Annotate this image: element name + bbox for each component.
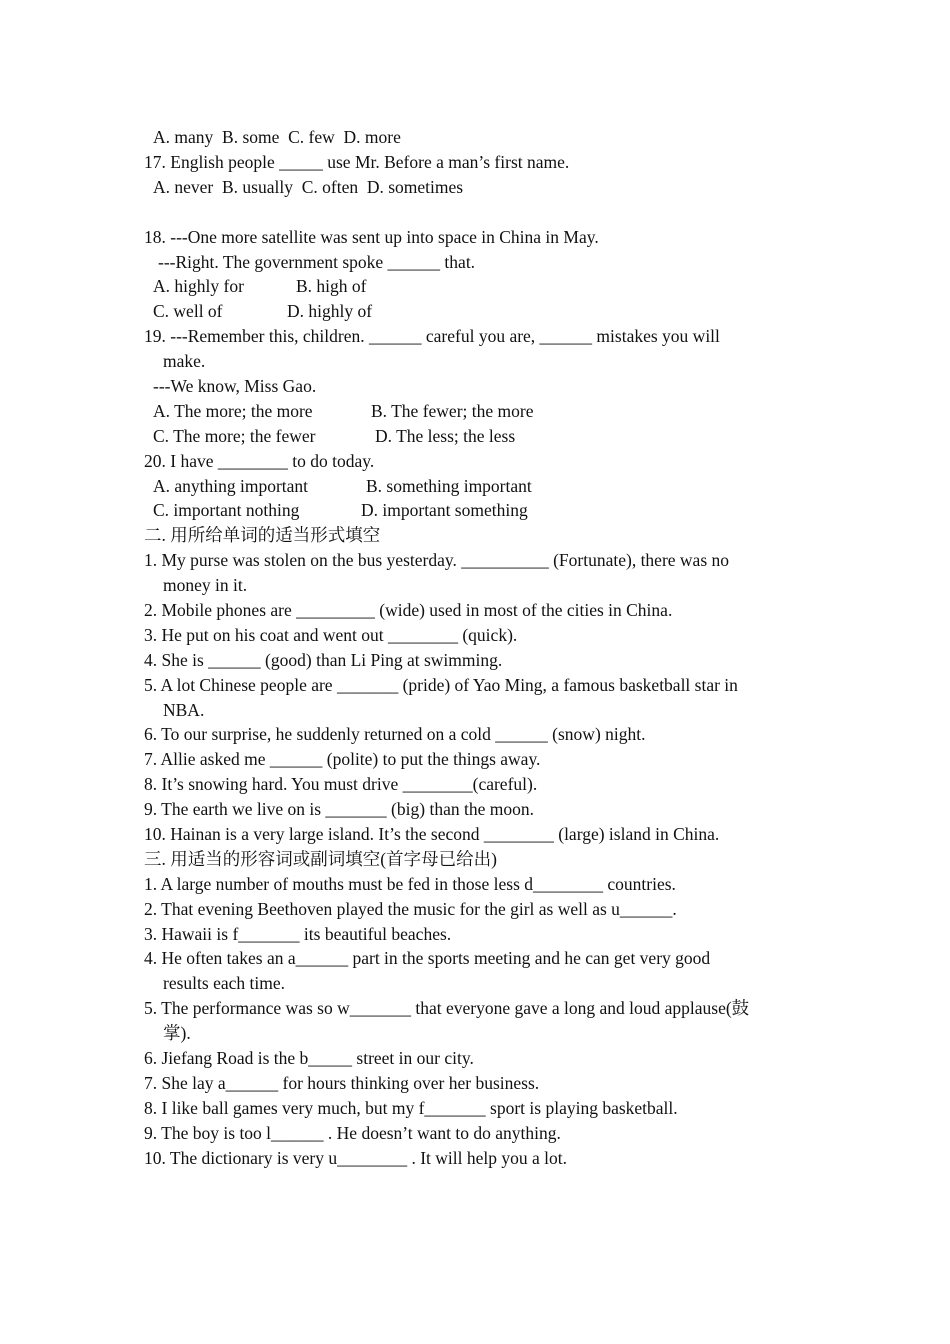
section2-item: 6. To our surprise, he suddenly returned on a cold ______ (snow) night. [144,724,646,744]
section3-item: 10. The dictionary is very u________ . It will help you a lot. [144,1148,568,1168]
q19-line1: 19. ---Remember this, children. ______ careful you are, ______ mistakes you will [144,326,720,346]
q20-stem: 20. I have ________ to do today. [144,451,375,471]
section3-item: 2. That evening Beethoven played the music for the girl as well as u______. [144,899,677,919]
section2-item: 4. She is ______ (good) than Li Ping at swimming. [144,650,503,670]
section3-item: 9. The boy is too l______ . He doesn’t want to do anything. [144,1123,561,1143]
q20-option-b: B. something important [366,476,532,496]
q16-options: A. many B. some C. few D. more [153,127,401,147]
q18-line2: ---Right. The government spoke ______ that. [158,252,476,272]
section3-item: 1. A large number of mouths must be fed in those less d________ countries. [144,874,676,894]
q18-option-a: A. highly for [153,276,244,296]
section3-item-continued: 掌). [163,1023,191,1043]
q18-option-c: C. well of [153,301,223,321]
q19-line1-continued: make. [163,351,206,371]
section2-item: 9. The earth we live on is _______ (big) than the moon. [144,799,534,819]
section3-item: 3. Hawaii is f_______ its beautiful beaches. [144,924,452,944]
q17-options: A. never B. usually C. often D. sometimes [153,177,464,197]
section3-item: 7. She lay a______ for hours thinking over her business. [144,1073,540,1093]
section3-item: 5. The performance was so w_______ that everyone gave a long and loud applause(鼓 [144,998,750,1018]
section2-item-continued: money in it. [163,575,248,595]
q18-line1: 18. ---One more satellite was sent up into space in China in May. [144,227,599,247]
q19-option-c: C. The more; the fewer [153,426,316,446]
q18-option-b: B. high of [296,276,367,296]
section2-item-continued: NBA. [163,700,205,720]
q17-stem: 17. English people _____ use Mr. Before a man’s first name. [144,152,570,172]
section3-item: 8. I like ball games very much, but my f_______ sport is playing basketball. [144,1098,678,1118]
q19-option-a: A. The more; the more [153,401,313,421]
section2-item: 2. Mobile phones are _________ (wide) used in most of the cities in China. [144,600,673,620]
q20-option-c: C. important nothing [153,500,300,520]
section2-item: 10. Hainan is a very large island. It’s the second ________ (large) island in China. [144,824,720,844]
q18-option-d: D. highly of [287,301,373,321]
q19-option-d: D. The less; the less [375,426,516,446]
section2-item: 1. My purse was stolen on the bus yesterday. __________ (Fortunate), there was no [144,550,730,570]
q20-option-d: D. important something [361,500,528,520]
section3-item: 6. Jiefang Road is the b_____ street in our city. [144,1048,474,1068]
section2-title: 二. 用所给单词的适当形式填空 [144,525,381,545]
q20-option-a: A. anything important [153,476,309,496]
section2-item: 8. It’s snowing hard. You must drive ________(careful). [144,774,538,794]
q19-line2: ---We know, Miss Gao. [153,376,317,396]
section3-item-continued: results each time. [163,973,285,993]
section3-title: 三. 用适当的形容词或副词填空(首字母已给出) [144,849,497,869]
section2-item: 5. A lot Chinese people are _______ (pride) of Yao Ming, a famous basketball star in [144,675,738,695]
section3-item: 4. He often takes an a______ part in the sports meeting and he can get very good [144,948,711,968]
section2-item: 3. He put on his coat and went out ________ (quick). [144,625,518,645]
q19-option-b: B. The fewer; the more [371,401,534,421]
section2-item: 7. Allie asked me ______ (polite) to put the things away. [144,749,541,769]
